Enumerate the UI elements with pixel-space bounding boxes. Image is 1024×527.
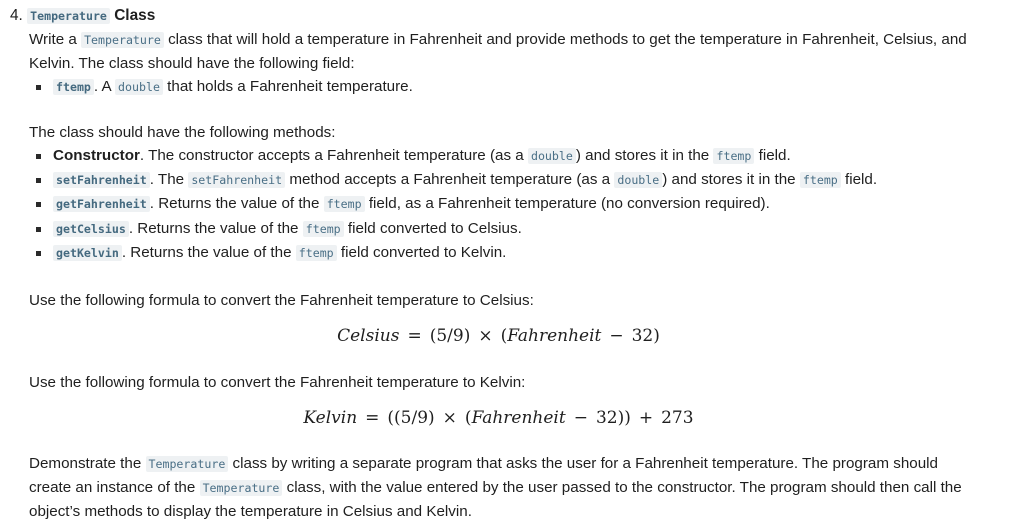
method-code: ftemp — [303, 221, 344, 237]
section-number: 4. — [10, 7, 23, 24]
formula-equals: = — [365, 408, 380, 428]
method-text: . The constructor accepts a Fahrenheit temperature (as a — [139, 147, 524, 164]
demo-text-2: class by writing a separate program that asks the user for a Fahrenheit temperature. The program should create an instance of the — [29, 455, 938, 496]
method-name-code: setFahrenheit — [53, 172, 150, 188]
heading-class-code: Temperature — [27, 8, 110, 24]
method-text: ) and stores it in the — [662, 171, 796, 189]
methods-intro: The class should have the following methods: — [29, 124, 336, 141]
formula-minus: − — [573, 408, 588, 428]
method-item-getcelsius — [36, 217, 877, 241]
demo-text-1: Demonstrate the — [29, 455, 142, 472]
field-list — [36, 75, 413, 99]
celsius-formula-intro: Use the following formula to convert the Fahrenheit temperature to Celsius: — [29, 292, 534, 309]
method-name-code: getKelvin — [53, 245, 122, 261]
method-text: field converted to Kelvin. — [340, 243, 507, 261]
method-code: double — [528, 148, 576, 164]
formula-lhs: Kelvin — [303, 408, 358, 428]
intro-class-code: Temperature — [81, 32, 164, 48]
field-item — [36, 75, 413, 99]
formula-fraction: (5/9) — [429, 326, 471, 346]
method-code: ftemp — [296, 245, 337, 261]
method-item-getfahrenheit — [36, 192, 877, 216]
field-name-code: ftemp — [53, 79, 94, 95]
method-text: method accepts a Fahrenheit temperature (as a — [289, 171, 611, 189]
method-text: field. — [758, 147, 791, 164]
formula-minus: − — [609, 326, 624, 346]
formula-variable: Fahrenheit — [471, 408, 566, 428]
method-item-setfahrenheit — [36, 168, 877, 192]
heading-class-word: Class — [114, 7, 156, 24]
intro-text-2: class that will hold a temperature in Fahrenheit and provide methods to get the temperature in Fahrenheit, Celsius, and Kelvin. The class should have the following field: — [29, 31, 967, 72]
method-item-constructor — [36, 144, 877, 168]
method-item-getkelvin — [36, 241, 877, 265]
formula-constant: 32) — [631, 326, 660, 346]
method-code: setFahrenheit — [188, 172, 285, 188]
section-heading — [10, 6, 155, 26]
method-text: ) and stores it in the — [575, 147, 710, 164]
method-text: . The — [149, 171, 185, 189]
formula-times: × — [478, 326, 493, 346]
method-name: Constructor — [53, 147, 140, 164]
method-code: ftemp — [324, 196, 365, 212]
intro-paragraph — [29, 28, 989, 76]
formula-variable: Fahrenheit — [507, 326, 602, 346]
celsius-formula — [0, 325, 997, 347]
kelvin-formula — [0, 407, 997, 429]
method-list — [36, 144, 877, 265]
method-name-code: getFahrenheit — [53, 196, 150, 212]
demo-text-3: class, with the value entered by the user passed to the constructor. The program should then call the object’s methods to display the temperature in Celsius and Kelvin. — [29, 479, 962, 520]
method-text: field. — [845, 171, 878, 189]
formula-paren: ( — [464, 408, 472, 428]
method-code: ftemp — [800, 172, 841, 188]
method-text: . Returns the value of the — [128, 219, 299, 237]
method-name-code: getCelsius — [53, 221, 129, 237]
formula-times: × — [442, 408, 457, 428]
method-text: . Returns the value of the — [121, 243, 292, 261]
method-text: field, as a Fahrenheit temperature (no conversion required). — [368, 195, 770, 213]
intro-text-1: Write a — [29, 31, 77, 48]
kelvin-formula-intro: Use the following formula to convert the Fahrenheit temperature to Kelvin: — [29, 374, 526, 391]
formula-paren: ( — [500, 326, 508, 346]
formula-lhs: Celsius — [337, 326, 400, 346]
method-code: double — [614, 172, 662, 188]
formula-constant: 32)) — [595, 408, 631, 428]
field-text-1: . A — [93, 78, 111, 95]
formula-fraction: ((5/9) — [387, 408, 435, 428]
demo-paragraph — [29, 452, 974, 524]
method-text: field converted to Celsius. — [347, 219, 522, 237]
method-text: . Returns the value of the — [149, 195, 320, 213]
demo-class-code-2: Temperature — [200, 480, 283, 496]
demo-class-code-1: Temperature — [146, 456, 229, 472]
formula-equals: = — [407, 326, 422, 346]
formula-offset: 273 — [661, 408, 694, 428]
method-code: ftemp — [713, 148, 754, 164]
field-type-code: double — [115, 79, 163, 95]
field-text-2: that holds a Fahrenheit temperature. — [167, 78, 413, 95]
formula-plus: + — [638, 408, 654, 428]
